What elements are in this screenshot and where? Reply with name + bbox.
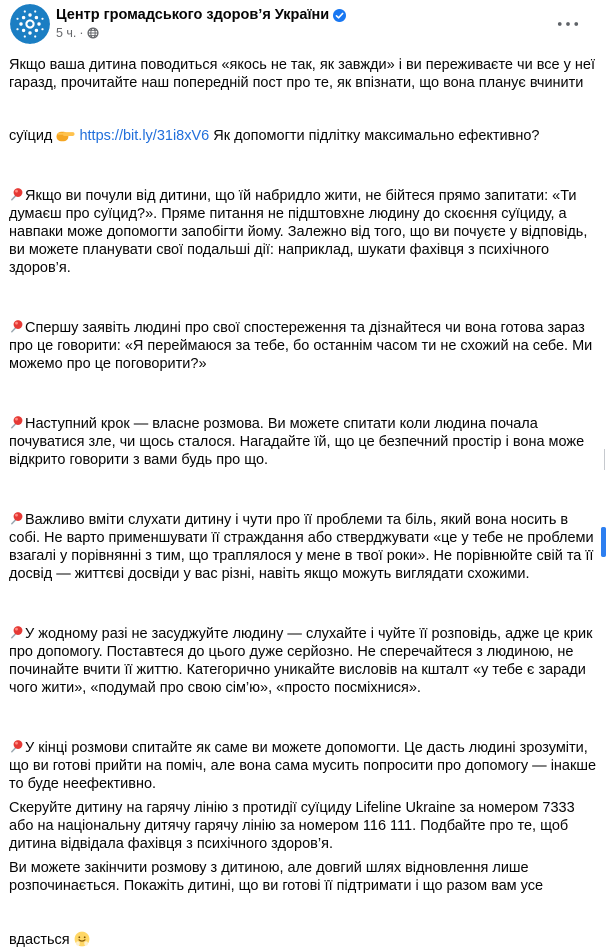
post-options-button[interactable] [554, 10, 582, 34]
post-header [0, 0, 608, 54]
post-body [0, 54, 608, 949]
phc-ukraine-logo-icon [10, 31, 50, 44]
pushpin-icon [9, 283, 24, 298]
pushpin-icon [9, 475, 24, 490]
hugging-face-icon [74, 895, 90, 911]
scrollbar-thumb[interactable] [601, 527, 606, 557]
pushpin-icon [9, 151, 24, 166]
header-text-block [56, 4, 598, 40]
post-paragraph: Якщо ваша дитина поводиться «якось не так, як завжди» і ви переживаєте чи все у неї гаразд, прочитайте наш попередній пост про те, як впізнати, що вона планує вчинити суїцид https://bit.ly/31i8xV6 Як допомогти підлітку максимально ефективно? [9, 57, 599, 144]
post-paragraph: Скеруйте дитину на гарячу лінію з протидії суїциду Lifeline Ukraine за номером 7333 або на національну дитячу гарячу лінію за номером 116 111. Подбайте про те, щоб дитина відвідала фахівця з психічного здоров’я. [9, 800, 579, 852]
pointing-right-icon [56, 92, 75, 106]
post-meta [56, 26, 598, 40]
post-paragraph: У кінці розмови спитайте як саме ви можете допомогти. Це дасть людині зрозуміти, що ви готові прийти на поміч, але вона сама мусить попросити про допомогу — інакше то буде неефективно. [9, 703, 599, 793]
post-paragraph: Ви можете закінчити розмову з дитиною, але довгий шлях відновлення лише розпочинається. Покажіть дитині, що ви готові її підтримати і що разом вам усе вдасться [9, 860, 548, 948]
pushpin-icon [9, 589, 24, 604]
page-avatar[interactable] [10, 4, 50, 44]
pushpin-icon [9, 379, 24, 394]
meta-separator: · [79, 26, 84, 40]
verified-badge-icon [333, 9, 346, 22]
post-link[interactable]: https://bit.ly/31i8xV6 [79, 128, 210, 144]
post-paragraph: Якщо ви почули від дитини, що їй набридло жити, не бійтеся прямо запитати: «Ти думаєш про суїцид?». Пряме питання не підштовхне людину до скоєння суїциду, а навпаки може допомогти запобігти йому. Залежно від того, що ви почуєте у відповідь, ви можете планувати свої подальші дії: наприклад, шукати фахівця з психічного здоров’я. [9, 151, 599, 277]
post-paragraph: Важливо вміти слухати дитину і чути про її проблеми та біль, який вона носить в собі. Не варто применшувати її страждання або стверджувати «це у тебе не проблеми взагалі у порівнянні з тим, що траплялося у мене в твої роки». Не порівнюйте свій та її досвід — життєві досвіди у вас різні, навіть якщо можуть виглядати схожими. [9, 475, 599, 583]
post-paragraph: Наступний крок — власне розмова. Ви можете спитати коли людина почала почуватися зле, чи щось сталося. Нагадайте їй, що це безпечний простір і вона може відкрито говорити з вами будь про що. [9, 379, 599, 469]
pushpin-icon [9, 703, 24, 718]
page-name-link[interactable]: Центр громадського здоров’я України [56, 7, 330, 23]
globe-icon [87, 27, 99, 39]
scrollbar-track-fragment [604, 449, 605, 470]
post-paragraph: У жодному разі не засуджуйте людину — слухайте і чуйте її розповідь, адже це крик про допомогу. Поставтеся до цього дуже серйозно. Не сперечайтеся з людиною, не починайте вчити її життю. Категорично уникайте висловів на кшталт «у тебе є заради чого жити», «подумай про свою сім’ю», «просто посміхнися». [9, 589, 599, 697]
post-paragraph: Спершу заявіть людині про свої спостереження та дізнайтеся чи вона готова зараз про це говорити: «Я переймаюся за тебе, бо останнім часом ти не схожий на себе. Ми можемо про це поговорити?» [9, 283, 599, 373]
timestamp-link[interactable]: 5 ч. [56, 26, 77, 40]
three-dots-icon [557, 15, 579, 30]
